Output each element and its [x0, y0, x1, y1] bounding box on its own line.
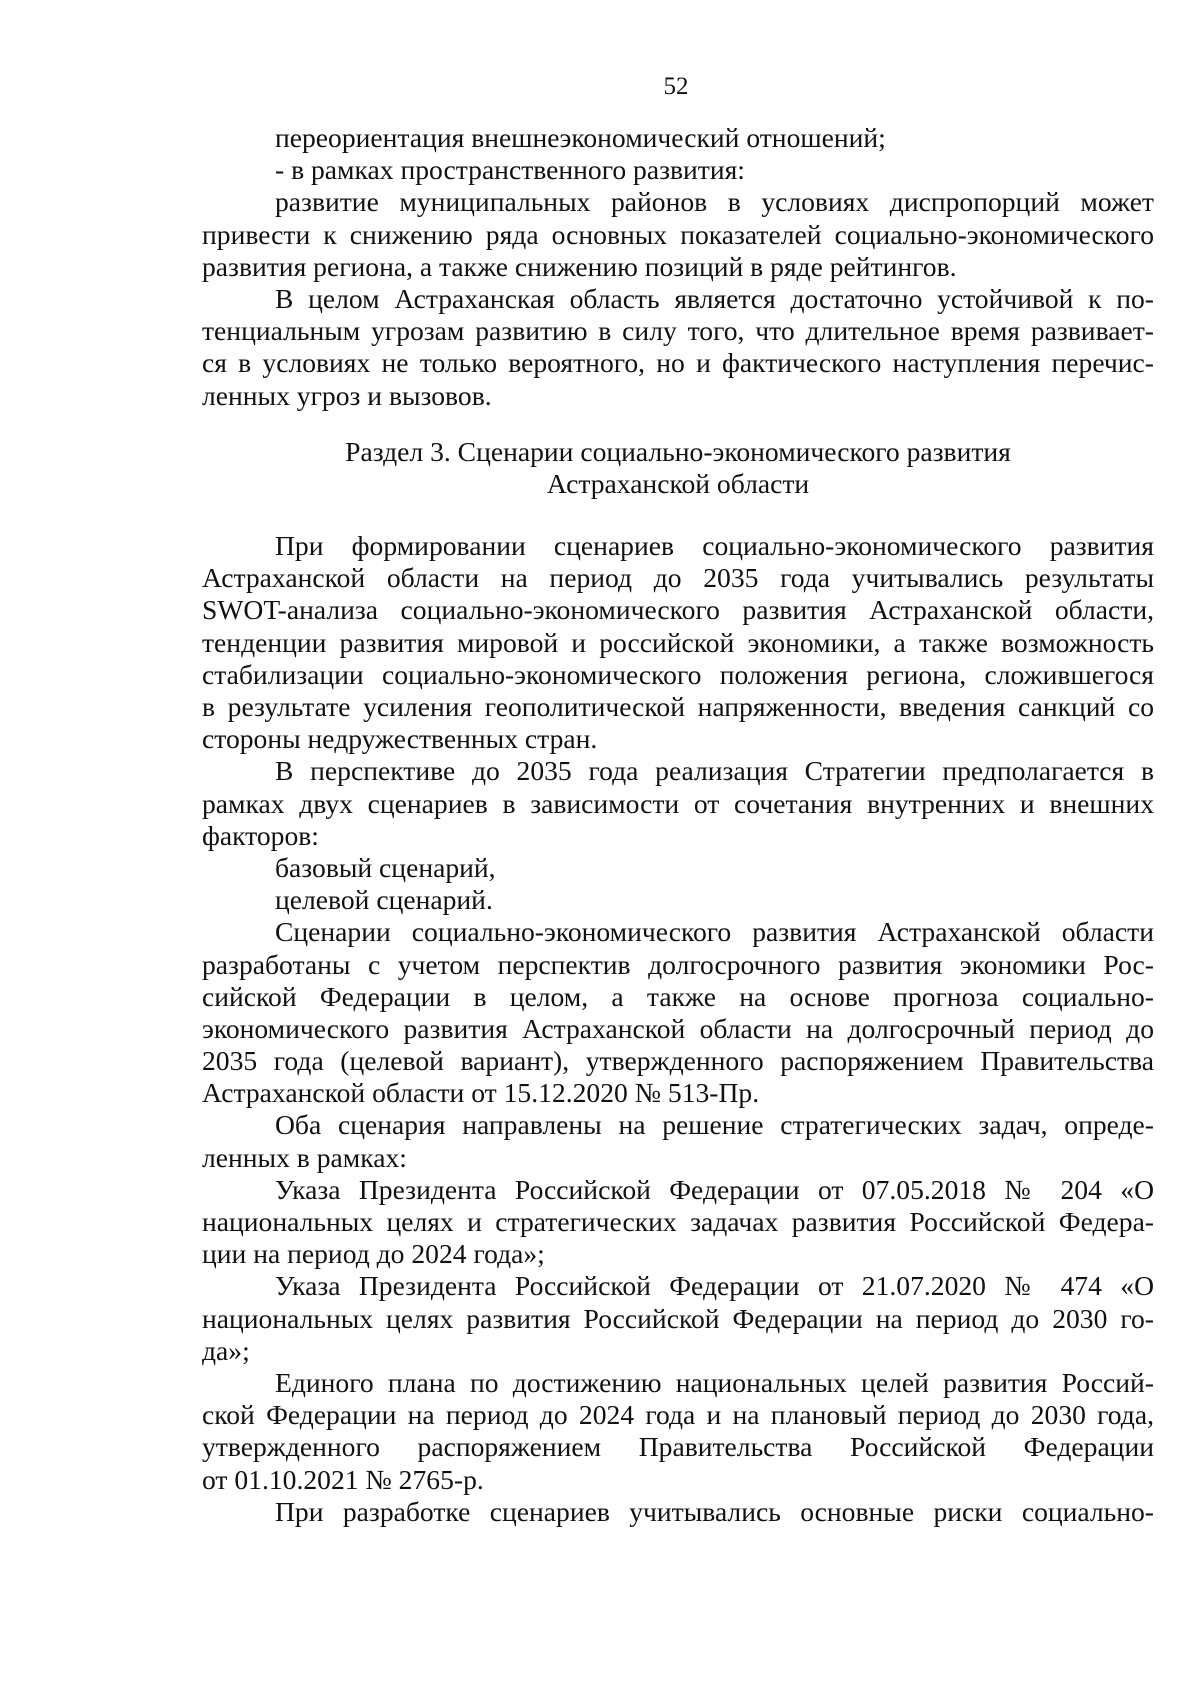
text-line: Астраханской области от 15.12.2020 № 513-Пр. — [202, 1077, 760, 1109]
text-line: экономического развития Астраханской области на долгосрочный период до — [202, 1012, 1154, 1044]
text-line: факторов: — [202, 819, 319, 851]
text-line: - в рамках пространственного развития: — [275, 154, 745, 186]
section-heading: Раздел 3. Сценарии социально-экономического развития — [345, 435, 1011, 467]
text-line: ской Федерации на период до 2024 года и на плановый период до 2030 года, — [202, 1399, 1154, 1431]
text-line: да»; — [202, 1334, 250, 1366]
text-line: Астраханской области на период до 2035 года учитывались результаты — [202, 562, 1154, 594]
text-line: развития региона, а также снижению позиций в ряде рейтингов. — [202, 250, 957, 282]
text-line: в результате усиления геополитической напряженности, введения санкций со — [202, 691, 1154, 722]
text-line: Указа Президента Российской Федерации от 21.07.2020 № 474 «О — [275, 1270, 1154, 1302]
text-line: Указа Президента Российской Федерации от 07.05.2018 № 204 «О — [275, 1173, 1154, 1205]
text-line: тенциальным угрозам развитию в силу того, что длительное время развивает- — [202, 315, 1154, 347]
section-heading: Астраханской области — [546, 467, 810, 499]
text-line: В целом Астраханская область является достаточно устойчивой к по- — [275, 282, 1154, 314]
text-line: ленных угроз и вызовов. — [202, 379, 492, 411]
list-item: базовый сценарий, — [275, 851, 496, 883]
text-line: рамках двух сценариев в зависимости от сочетания внутренних и внешних — [202, 787, 1154, 819]
list-item: целевой сценарий. — [275, 884, 493, 916]
text-line: 2035 года (целевой вариант), утвержденного распоряжением Правительства — [202, 1045, 1154, 1077]
body-text — [202, 122, 1154, 1528]
text-line: развитие муниципальных районов в условиях диспропорций может — [275, 186, 1154, 218]
text-line: утвержденного распоряжением Правительства Российской Федерации — [202, 1431, 1154, 1463]
text-line: ся в условиях не только вероятного, но и фактического наступления перечис- — [202, 347, 1154, 379]
text-line: национальных целях и стратегических задачах развития Российской Федера- — [202, 1206, 1154, 1237]
text-line: от 01.10.2021 № 2765-р. — [202, 1463, 484, 1495]
text-line: В перспективе до 2035 года реализация Стратегии предполагается в — [275, 755, 1154, 787]
text-line: тенденции развития мировой и российской экономики, а также возможность — [202, 626, 1154, 658]
text-line: При формировании сценариев социально-экономического развития — [275, 530, 1154, 562]
text-line: ленных в рамках: — [202, 1141, 407, 1173]
text-line: привести к снижению ряда основных показателей социально-экономического — [202, 218, 1154, 250]
text-line: ции на период до 2024 года»; — [202, 1238, 545, 1270]
text-line: разработаны с учетом перспектив долгосрочного развития экономики Рос- — [202, 948, 1154, 980]
text-line: При разработке сценариев учитывались основные риски социально- — [275, 1495, 1154, 1527]
text-line: переориентация внешнеэкономический отношений; — [275, 122, 886, 153]
text-line: Единого плана по достижению национальных целей развития Россий- — [275, 1366, 1154, 1398]
text-line: национальных целях развития Российской Федерации на период до 2030 го- — [202, 1302, 1154, 1334]
text-line: SWOT-анализа социально-экономического развития Астраханской области, — [202, 594, 1154, 626]
text-line: стороны недружественных стран. — [202, 723, 598, 755]
page-number: 52 — [663, 73, 689, 100]
text-line: Оба сценария направлены на решение стратегических задач, опреде- — [275, 1109, 1154, 1141]
text-line: стабилизации социально-экономического положения региона, сложившегося — [202, 658, 1154, 690]
text-line: сийской Федерации в целом, а также на основе прогноза социально- — [202, 980, 1154, 1012]
text-line: Сценарии социально-экономического развития Астраханской области — [275, 916, 1154, 948]
